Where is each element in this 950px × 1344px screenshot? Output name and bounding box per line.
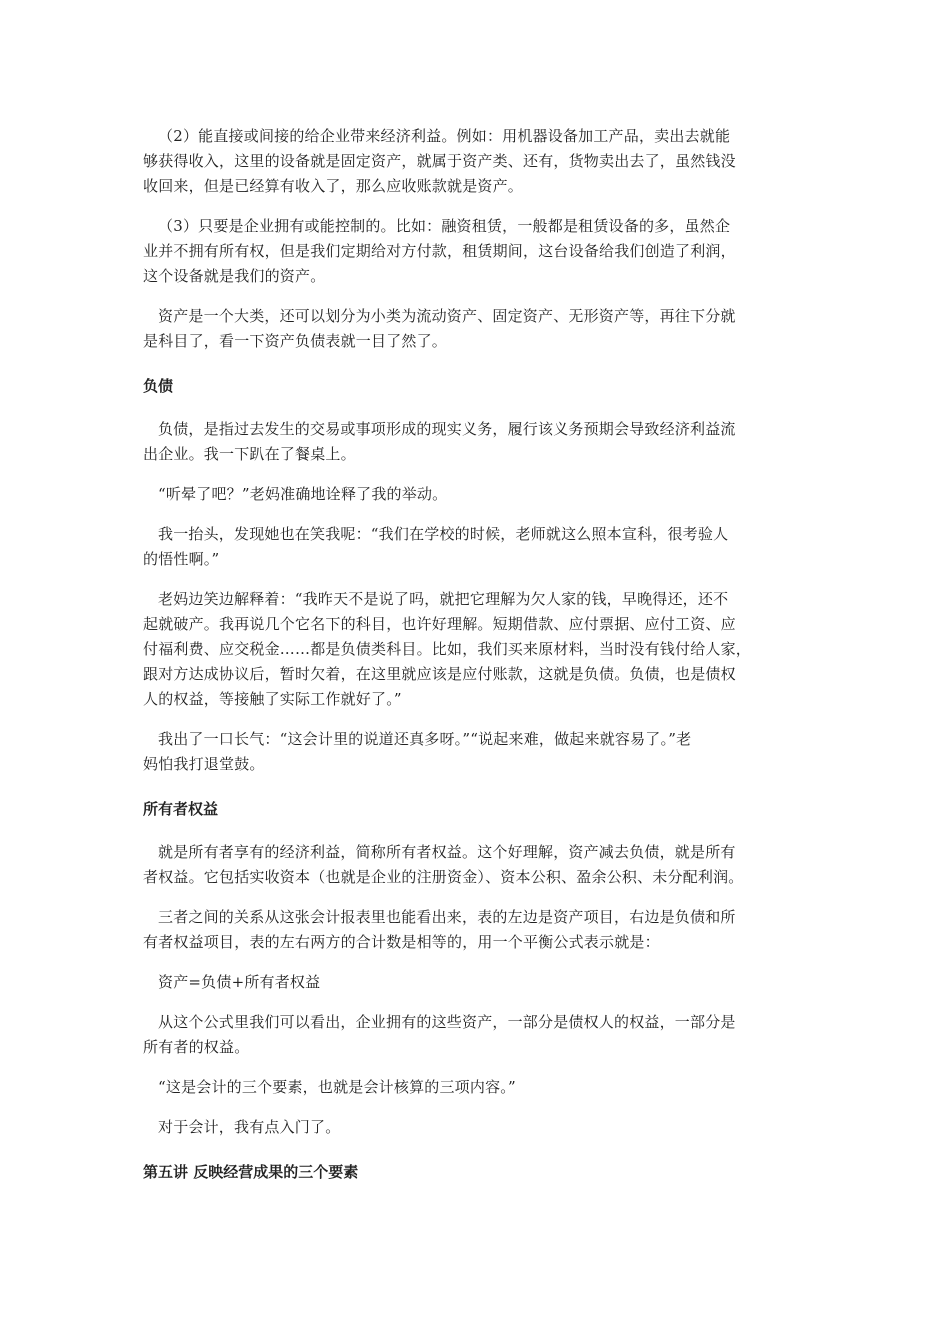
- paragraph-dialogue-4: 我出了一口长气：“这会计里的说道还真多呀。”“说起来难，做起来就容易了。”老 妈怕我打退堂鼓。: [143, 730, 692, 773]
- paragraph-three-elements: “这是会计的三个要素，也就是会计核算的三项内容。”: [158, 1078, 516, 1096]
- paragraph-formula-explanation: 从这个公式里我们可以看出，企业拥有的这些资产，一部分是债权人的权益，一部分是 所有者的权益。: [143, 1013, 736, 1056]
- paragraph-equity-definition: 就是所有者享有的经济利益，简称所有者权益。这个好理解，资产减去负债，就是所有 者权益。它包括实收资本（也就是企业的注册资金）、资本公积、盈余公积、未分配利润。: [143, 843, 744, 886]
- paragraph-liability-definition: 负债，是指过去发生的交易或事项形成的现实义务，履行该义务预期会导致经济利益流 出企业。我一下趴在了餐桌上。: [143, 420, 736, 463]
- document-page: [143, 124, 808, 1203]
- paragraph-asset-categories: 资产是一个大类，还可以划分为小类为流动资产、固定资产、无形资产等，再往下分就 是科目了，看一下资产负债表就一目了然了。: [143, 307, 736, 350]
- heading-liabilities: 负债: [143, 377, 174, 395]
- paragraph-relationship: 三者之间的关系从这张会计报表里也能看出来，表的左边是资产项目，右边是负债和所 有者权益项目，表的左右两方的合计数是相等的，用一个平衡公式表示就是：: [143, 908, 736, 951]
- paragraph-dialogue-2: 我一抬头，发现她也在笑我呢：“我们在学校的时候，老师就这么照本宣科，很考验人 的悟性啊。”: [143, 525, 729, 568]
- heading-lecture-five: 第五讲 反映经营成果的三个要素: [143, 1163, 359, 1181]
- paragraph-formula: 资产=负债+所有者权益: [158, 973, 321, 991]
- paragraph-benefit: （2）能直接或间接的给企业带来经济利益。例如：用机器设备加工产品，卖出去就能 够获得收入，这里的设备就是固定资产，就属于资产类、还有，货物卖出去了，虽然钱没 收回来，但是已经算有收入了，那么应收账款就是资产。: [143, 127, 736, 195]
- paragraph-control: （3）只要是企业拥有或能控制的。比如：融资租赁，一般都是租赁设备的多，虽然企 业并不拥有所有权，但是我们定期给对方付款，租赁期间，这台设备给我们创造了利润， 这个设备就是我们的资产。: [143, 217, 736, 285]
- paragraph-dialogue-1: “听晕了吧？”老妈准确地诠释了我的举动。: [158, 485, 448, 503]
- paragraph-conclusion: 对于会计，我有点入门了。: [158, 1118, 341, 1136]
- paragraph-dialogue-3: 老妈边笑边解释着：“我昨天不是说了吗，就把它理解为欠人家的钱，早晚得还，还不 起就破产。我再说几个它名下的科目，也许好理解。短期借款、应付票据、应付工资、应 付福利费、应交税金……都是负债类科目。比如，我们买来原材料，当时没有钱付给人家， 跟对方达成协议后，暂时欠着，在这里就应该是应付账款，这就是负债。负债，也是债权 人的权益，等接触了实际工作就好了。”: [143, 590, 752, 708]
- heading-owners-equity: 所有者权益: [143, 800, 219, 818]
